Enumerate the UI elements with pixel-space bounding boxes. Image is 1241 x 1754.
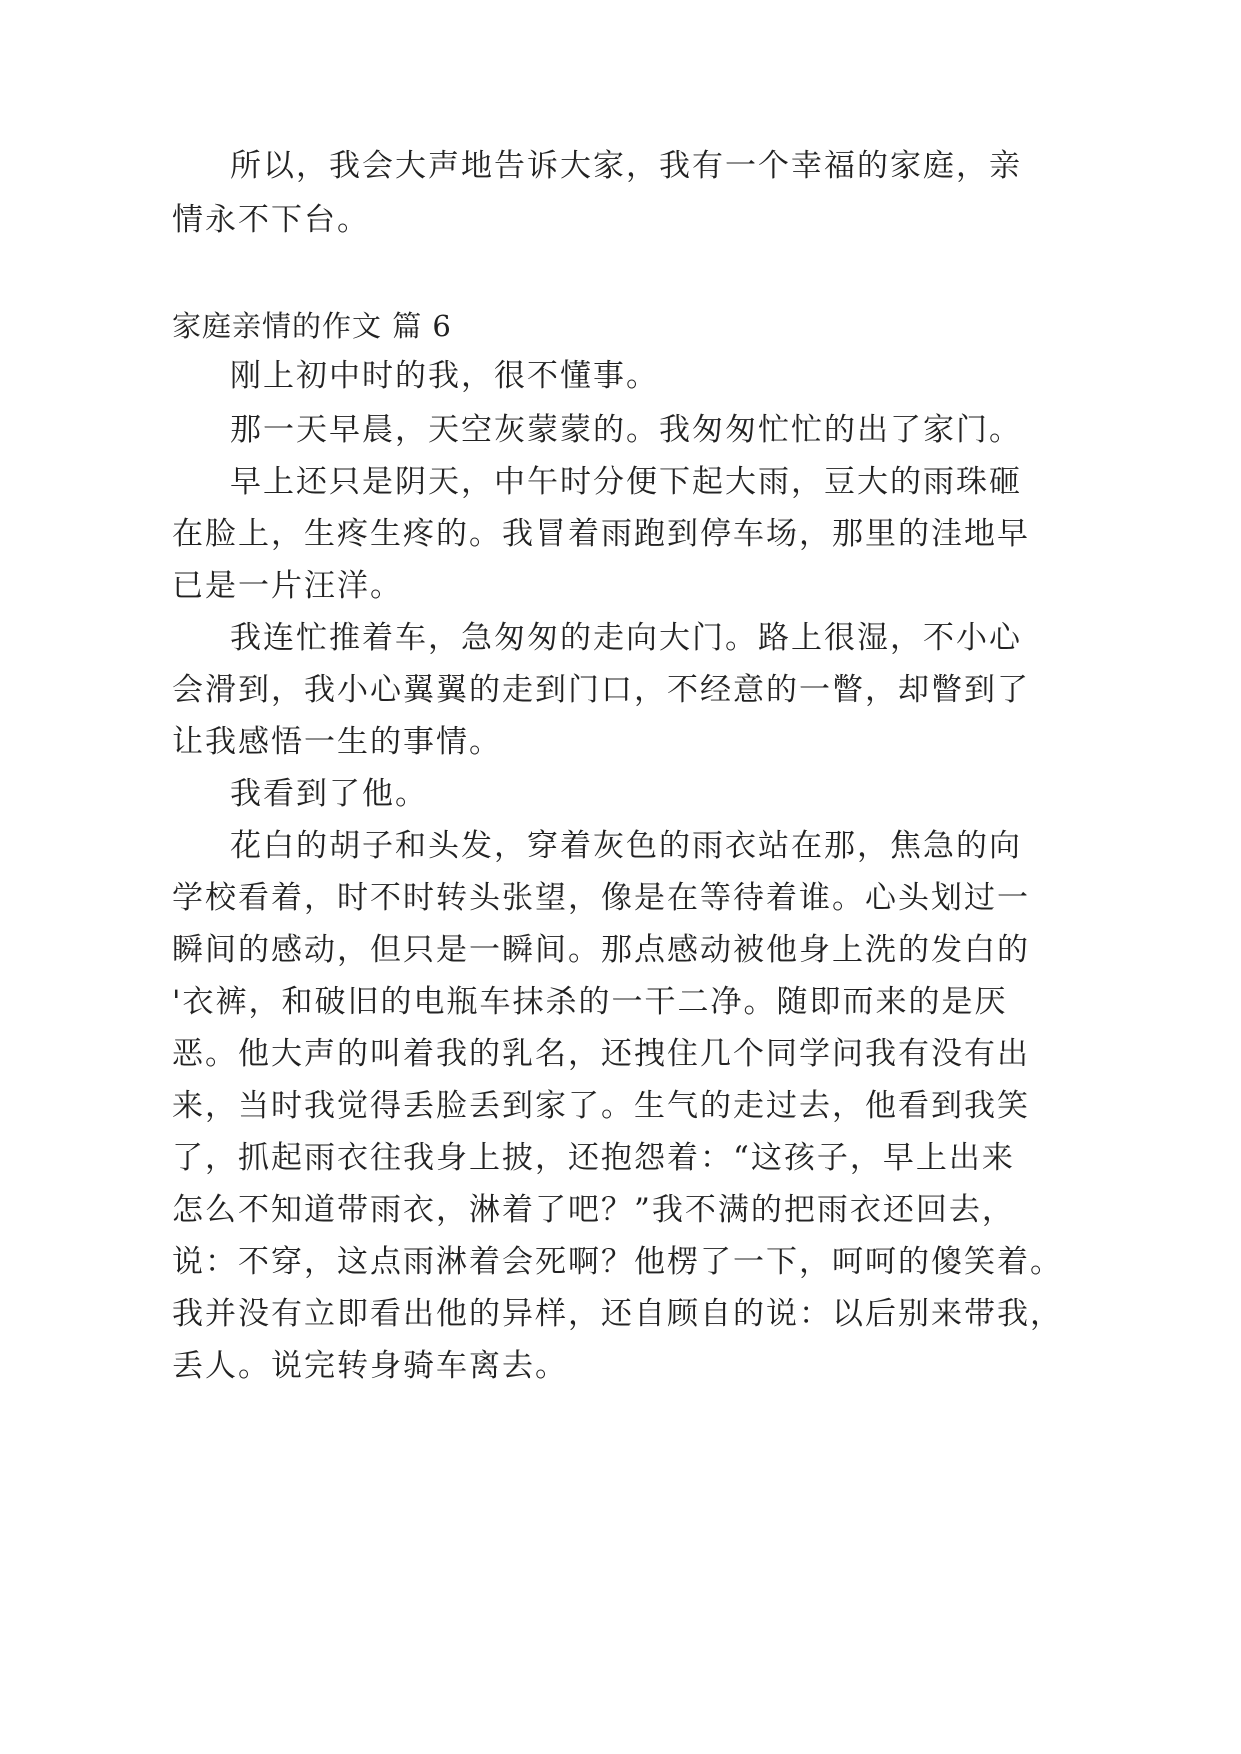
- paragraph-line: 在脸上，生疼生疼的。我冒着雨跑到停车场，那里的洼地早: [172, 516, 1030, 552]
- paragraph-line: '衣裤，和破旧的电瓶车抹杀的一干二净。随即而来的是厌: [172, 984, 1008, 1020]
- paragraph-line: 我并没有立即看出他的异样，还自顾自的说：以后别来带我，: [172, 1296, 1063, 1332]
- section-title: 家庭亲情的作文 篇 6: [172, 309, 452, 343]
- paragraph-line: 丢人。说完转身骑车离去。: [172, 1348, 568, 1384]
- paragraph-line: 了，抓起雨衣往我身上披，还抱怨着：“这孩子，早上出来: [172, 1140, 1015, 1176]
- paragraph-line: 恶。他大声的叫着我的乳名，还拽住几个同学问我有没有出: [172, 1036, 1030, 1072]
- paragraph-line: 那一天早晨，天空灰蒙蒙的。我匆匆忙忙的出了家门。: [230, 412, 1022, 448]
- paragraph-line: 刚上初中时的我，很不懂事。: [230, 358, 659, 394]
- paragraph-line: 已是一片汪洋。: [172, 568, 403, 604]
- paragraph-line: 让我感悟一生的事情。: [172, 724, 502, 760]
- paragraph-line: 花白的胡子和头发，穿着灰色的雨衣站在那，焦急的向: [230, 828, 1022, 864]
- paragraph-line: 学校看着，时不时转头张望，像是在等待着谁。心头划过一: [172, 880, 1030, 916]
- prev-paragraph-line-1: 所以，我会大声地告诉大家，我有一个幸福的家庭，亲: [230, 148, 1022, 184]
- paragraph-line: 我看到了他。: [230, 776, 428, 812]
- prev-paragraph-line-2: 情永不下台。: [172, 202, 370, 238]
- paragraph-line: 瞬间的感动，但只是一瞬间。那点感动被他身上洗的发白的: [172, 932, 1030, 968]
- paragraph-line: 怎么不知道带雨衣，淋着了吧？”我不满的把雨衣还回去，: [172, 1192, 1015, 1228]
- paragraph-line: 会滑到，我小心翼翼的走到门口，不经意的一瞥，却瞥到了: [172, 672, 1030, 708]
- paragraph-line: 说：不穿，这点雨淋着会死啊？他楞了一下，呵呵的傻笑着。: [172, 1244, 1063, 1280]
- paragraph-line: 早上还只是阴天，中午时分便下起大雨，豆大的雨珠砸: [230, 464, 1022, 500]
- paragraph-line: 来，当时我觉得丢脸丢到家了。生气的走过去，他看到我笑: [172, 1088, 1030, 1124]
- paragraph-line: 我连忙推着车，急匆匆的走向大门。路上很湿，不小心: [230, 620, 1022, 656]
